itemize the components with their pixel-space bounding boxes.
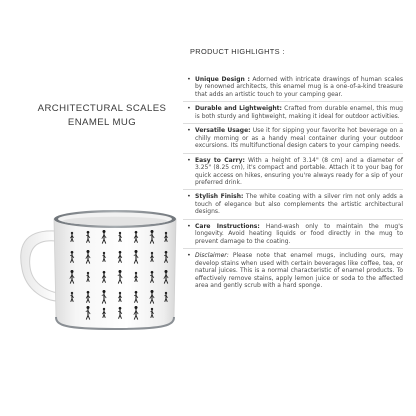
mug-handle	[21, 231, 58, 301]
highlight-item	[183, 127, 403, 153]
highlight-label: Disclaimer:	[195, 252, 229, 260]
highlight-text: Crafted from durable enamel, this mug is both sturdy and lightweight, making it ideal for outdoor activities.	[195, 105, 403, 120]
highlight-text: Use it for sipping your favorite hot beverage on a chilly morning or as a handy meal container during your outdoor excursions. Its multifunctional design caters to your camping needs.	[195, 127, 403, 150]
highlight-text: With a height of 3.14" (8 cm) and a diameter of 3.25" (8.25 cm), it's compact and portable. Attach it to your bag for quick access on hikes, ensuring you're always ready for a sip of your preferred drink.	[195, 156, 403, 186]
highlight-label: Unique Design :	[195, 76, 250, 83]
product-title-line-2: ENAMEL MUG	[67, 117, 137, 128]
bullet-icon: •	[187, 126, 191, 135]
mug-image	[16, 205, 182, 335]
highlight-label: Care Instructions:	[195, 222, 260, 230]
highlight-text: Please note that enamel mugs, including ours, may develop stains when used with certain beverages like coffee, tea, or natural juices. This is a normal characteristic of enamel products. To effectively remove stains, apply lemon juice or soda to the affected area and gently scrub with a hard sponge.	[195, 252, 403, 289]
highlight-label: Versatile Usage:	[195, 127, 251, 135]
highlight-label: Durable and Lightweight:	[195, 105, 282, 113]
highlight-label: Stylish Finish:	[195, 193, 244, 201]
bullet-icon: •	[187, 155, 191, 164]
highlight-item	[183, 223, 403, 249]
bullet-icon: •	[187, 251, 191, 260]
product-title-line-1: ARCHITECTURAL SCALES	[37, 103, 167, 114]
product-title	[28, 102, 176, 130]
highlight-item	[183, 76, 403, 102]
highlight-label: Easy to Carry:	[195, 156, 245, 164]
bullet-icon: •	[187, 75, 191, 83]
highlights-list	[183, 76, 403, 295]
highlight-item	[183, 105, 403, 124]
highlight-item	[183, 193, 403, 219]
highlight-text: The white coating with a silver rim not only adds a touch of elegance but also complements the artistic architectural designs.	[195, 193, 403, 216]
highlight-item	[183, 157, 403, 191]
bullet-icon: •	[187, 104, 191, 113]
bullet-icon: •	[187, 221, 191, 230]
highlight-item	[183, 252, 403, 292]
mug-interior-shade	[63, 217, 167, 225]
bullet-icon: •	[187, 192, 191, 201]
enamel-mug-illustration	[16, 205, 182, 335]
highlights-heading: PRODUCT HIGHLIGHTS :	[190, 47, 285, 56]
highlight-text: Hand-wash only to maintain the mug's longevity. Avoid heating liquids or food directly in the mug to prevent damage to the coating.	[195, 222, 403, 245]
highlight-text: Adorned with intricate drawings of human scales by renowned architects, this enamel mug is a one-of-a-kind treasure that adds an artistic touch to your camping gear.	[195, 76, 403, 98]
